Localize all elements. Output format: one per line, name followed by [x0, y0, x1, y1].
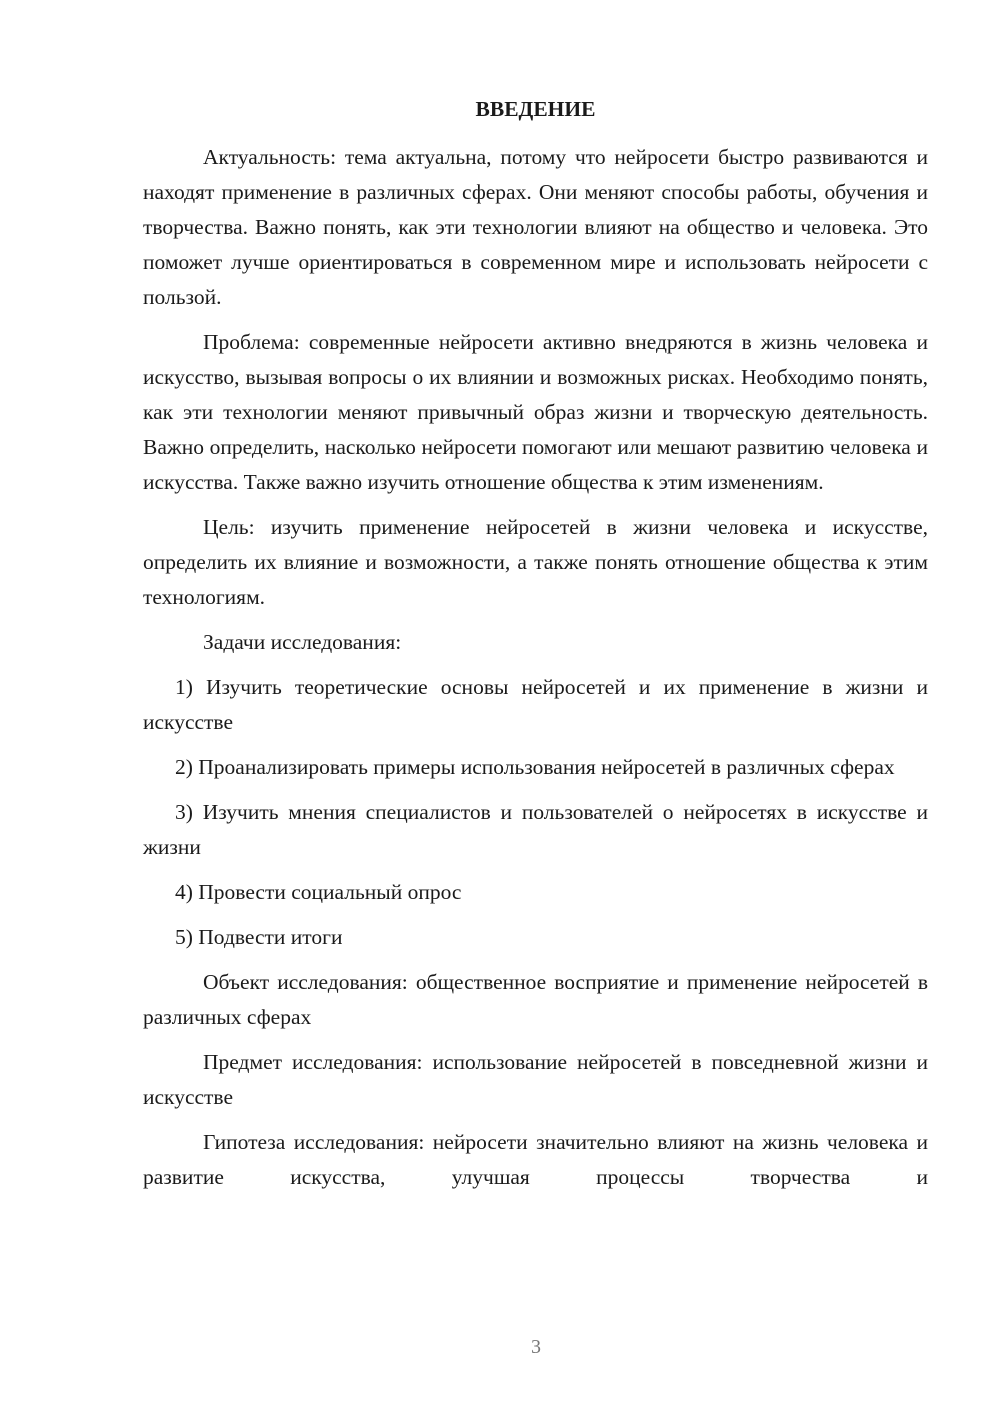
problem-paragraph: Проблема: современные нейросети активно внедряются в жизнь человека и искусство, вызывая вопросы о их влиянии и возможных рисках. Необходимо понять, как эти технологии меняют привычный образ жизни и творческую деятельность. Важно определить, насколько нейросети помогают или мешают развитию человека и искусства. Также важно изучить отношение общества к этим изменениям.	[143, 330, 928, 494]
task-item-4: 4) Провести социальный опрос	[175, 880, 462, 904]
page-content	[143, 92, 928, 1205]
page-title: ВВЕДЕНИЕ	[475, 97, 596, 121]
task-item-5: 5) Подвести итоги	[175, 925, 343, 949]
task-item-3: 3) Изучить мнения специалистов и пользователей о нейросетях в искусстве и жизни	[143, 800, 928, 859]
subject-paragraph: Предмет исследования: использование нейросетей в повседневной жизни и искусстве	[143, 1050, 928, 1109]
goal-paragraph: Цель: изучить применение нейросетей в жизни человека и искусстве, определить их влияние и возможности, а также понять отношение общества к этим технологиям.	[143, 515, 928, 609]
relevance-paragraph: Актуальность: тема актуальна, потому что нейросети быстро развиваются и находят применение в различных сферах. Они меняют способы работы, обучения и творчества. Важно понять, как эти технологии влияют на общество и человека. Это поможет лучше ориентироваться в современном мире и использовать нейросети с пользой.	[143, 145, 928, 309]
task-item-1: 1) Изучить теоретические основы нейросетей и их применение в жизни и искусстве	[143, 675, 928, 734]
tasks-heading: Задачи исследования:	[203, 630, 402, 654]
object-paragraph: Объект исследования: общественное восприятие и применение нейросетей в различных сферах	[143, 970, 928, 1029]
page-number: 3	[531, 1336, 541, 1358]
task-item-2: 2) Проанализировать примеры использования нейросетей в различных сферах	[175, 755, 895, 779]
hypothesis-paragraph: Гипотеза исследования: нейросети значительно влияют на жизнь человека и развитие искусства, улучшая процессы творчества и	[143, 1130, 928, 1189]
